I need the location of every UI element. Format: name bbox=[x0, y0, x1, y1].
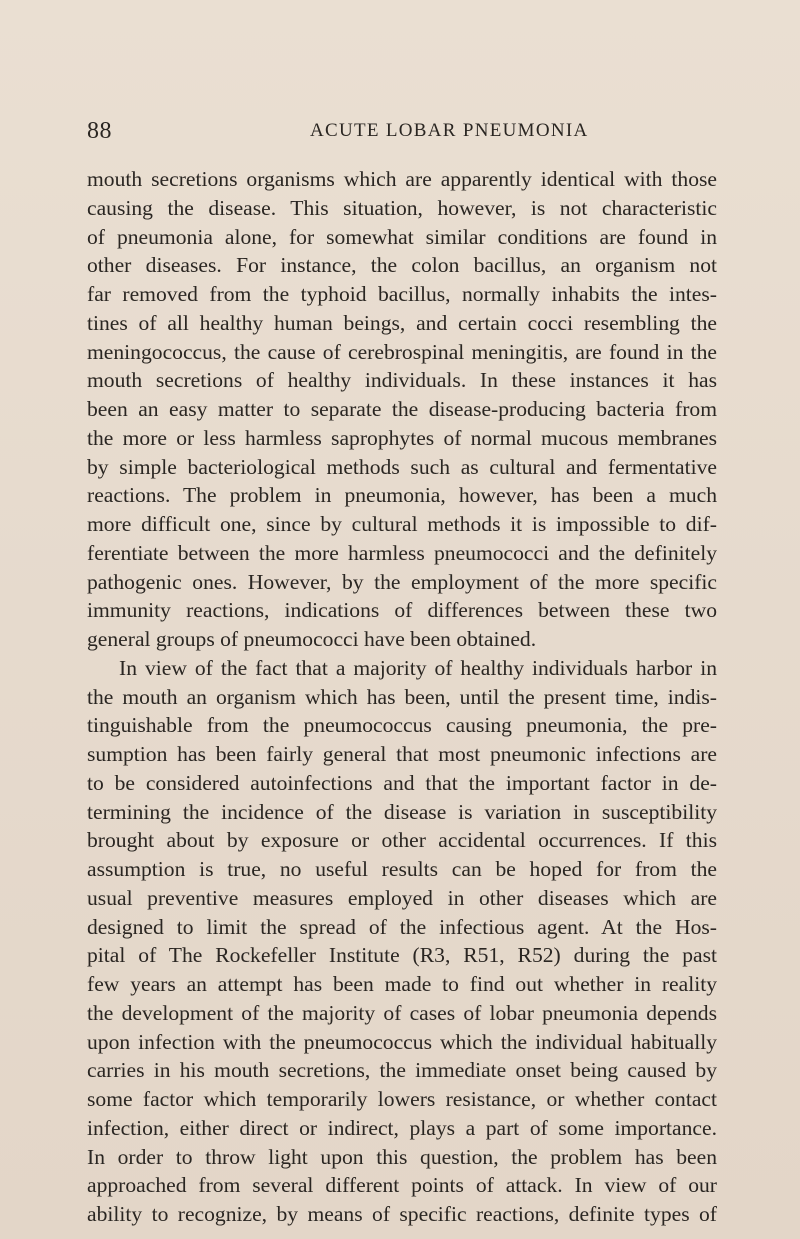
text-line: brought about by exposure or other accidental occurrences. If this bbox=[87, 828, 717, 853]
text-line: ferentiate between the more harmless pneumococci and the definitely bbox=[87, 540, 717, 565]
text-line: approached from several different points of attack. In view of our bbox=[87, 1173, 717, 1198]
text-line: to be considered autoinfections and that the important factor in de- bbox=[87, 770, 717, 795]
paragraph-first-line: In view of the fact that a majority of healthy individuals harbor in bbox=[119, 655, 717, 680]
text-line: In order to throw light upon this question, the problem has been bbox=[87, 1144, 717, 1169]
running-title: ACUTE LOBAR PNEUMONIA bbox=[310, 120, 589, 141]
text-line: some factor which temporarily lowers resistance, or whether contact bbox=[87, 1087, 717, 1111]
text-line: other diseases. For instance, the colon bacillus, an organism not bbox=[87, 253, 717, 278]
text-line: pital of The Rockefeller Institute (R3, R51, R52) during the past bbox=[87, 943, 717, 968]
text-line: far removed from the typhoid bacillus, normally inhabits the intes- bbox=[87, 282, 717, 306]
text-line: infection, either direct or indirect, plays a part of some importance. bbox=[87, 1115, 717, 1140]
text-line: designed to limit the spread of the infectious agent. At the Hos- bbox=[87, 914, 717, 939]
text-line: the mouth an organism which has been, until the present time, indis- bbox=[87, 684, 717, 709]
text-line: assumption is true, no useful results can be hoped for from the bbox=[87, 857, 717, 881]
page-number: 88 bbox=[87, 118, 112, 144]
text-line: immunity reactions, indications of differences between these two bbox=[87, 598, 717, 623]
text-line: pathogenic ones. However, by the employment of the more specific bbox=[87, 569, 717, 594]
text-line: reactions. The problem in pneumonia, however, has been a much bbox=[87, 483, 717, 508]
text-line: ability to recognize, by means of specific reactions, definite types of bbox=[87, 1202, 717, 1226]
text-line: of pneumonia alone, for somewhat similar conditions are found in bbox=[87, 224, 717, 249]
text-line: mouth secretions of healthy individuals. In these instances it has bbox=[87, 368, 717, 393]
text-line: mouth secretions organisms which are apparently identical with those bbox=[87, 167, 717, 191]
text-line: by simple bacteriological methods such as cultural and fermentative bbox=[87, 454, 717, 479]
text-line: usual preventive measures employed in other diseases which are bbox=[87, 885, 717, 910]
text-line: carries in his mouth secretions, the immediate onset being caused by bbox=[87, 1058, 717, 1083]
text-line: tines of all healthy human beings, and certain cocci resembling the bbox=[87, 310, 717, 335]
text-line: more difficult one, since by cultural methods it is impossible to dif- bbox=[87, 512, 717, 536]
paragraph-end-line: general groups of pneumococci have been obtained. bbox=[87, 627, 537, 651]
text-line: tinguishable from the pneumococcus causing pneumonia, the pre- bbox=[87, 713, 717, 738]
text-line: sumption has been fairly general that most pneumonic infections are bbox=[87, 742, 717, 766]
text-line: causing the disease. This situation, however, is not characteristic bbox=[87, 195, 717, 220]
text-line: the more or less harmless saprophytes of normal mucous membranes bbox=[87, 425, 717, 450]
text-line: few years an attempt has been made to find out whether in reality bbox=[87, 972, 717, 996]
text-line: upon infection with the pneumococcus which the individual habitually bbox=[87, 1029, 717, 1054]
text-line: been an easy matter to separate the disease-producing bacteria from bbox=[87, 397, 717, 421]
text-line: the development of the majority of cases of lobar pneumonia depends bbox=[87, 1000, 717, 1025]
text-line: termining the incidence of the disease is variation in susceptibility bbox=[87, 799, 717, 824]
running-head bbox=[87, 118, 717, 148]
text-line: meningococcus, the cause of cerebrospinal meningitis, are found in the bbox=[87, 339, 717, 364]
body-text bbox=[87, 165, 717, 1229]
